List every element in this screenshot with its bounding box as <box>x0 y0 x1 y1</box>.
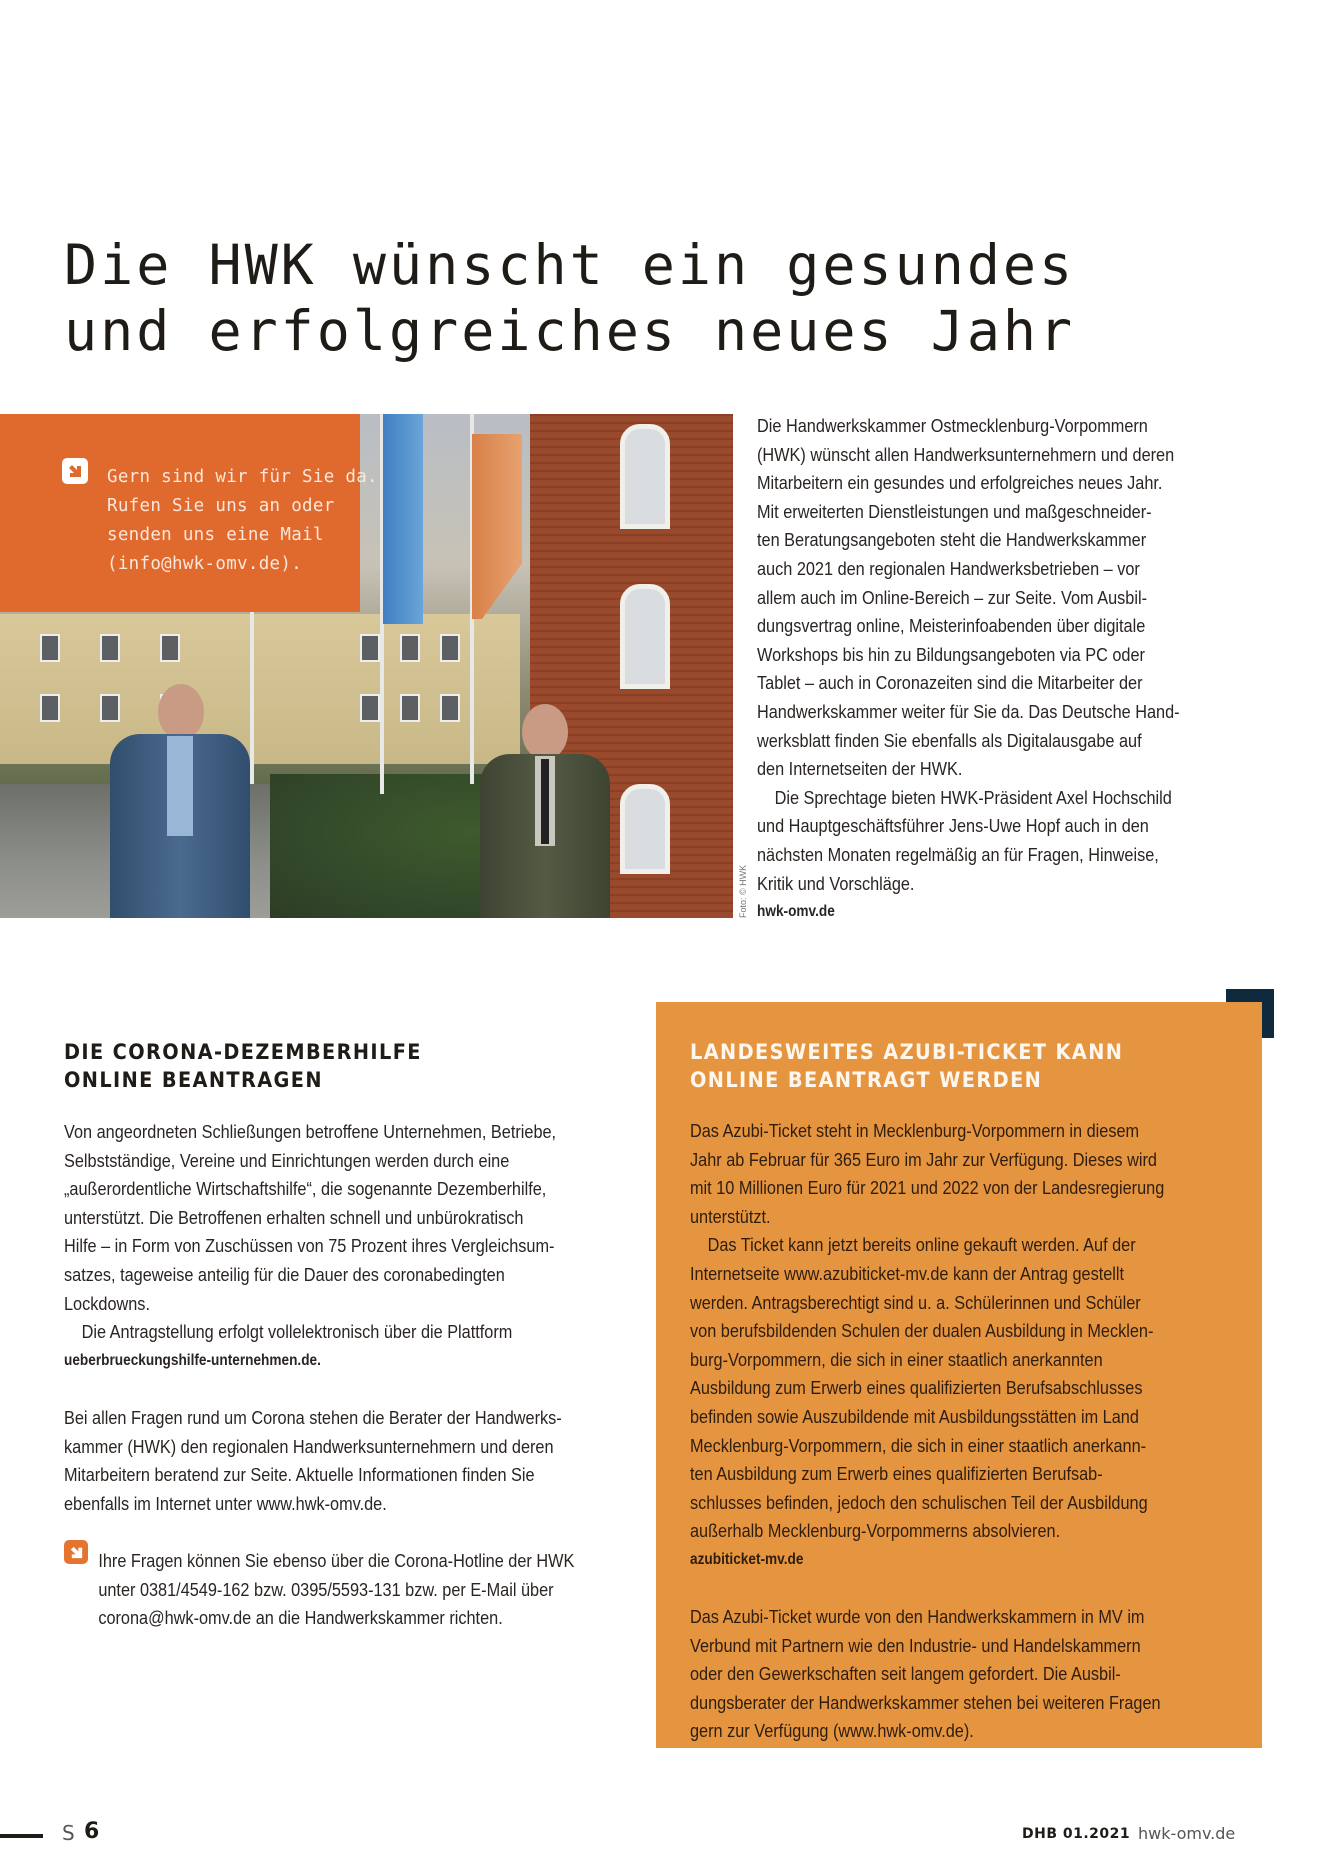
text-line: mit 10 Millionen Euro für 2021 und 2022 von der Landesregierung <box>690 1177 1165 1199</box>
text-line: kammer (HWK) den regionalen Handwerksunternehmern und deren <box>64 1435 554 1457</box>
text-line: Jahr ab Februar für 365 Euro im Jahr zur Verfügung. Dieses wird <box>690 1148 1157 1170</box>
text-line: allem auch im Online-Bereich – zur Seite. Vom Ausbil- <box>757 586 1147 608</box>
callout-line: senden uns eine Mail <box>107 525 324 545</box>
corona-section-body <box>64 1118 575 1633</box>
page-number: 6 <box>84 1819 100 1844</box>
text-line: Selbstständige, Vereine und Einrichtungen werden durch eine <box>64 1149 510 1171</box>
azubi-section-body <box>690 1117 1183 1746</box>
text-line: Das Azubi-Ticket steht in Mecklenburg-Vorpommern in diesem <box>690 1120 1140 1141</box>
text-line: Mitarbeitern ein gesundes und erfolgreiches neues Jahr. <box>757 472 1163 494</box>
text-line: Die Handwerkskammer Ostmecklenburg-Vorpommern <box>757 415 1148 436</box>
text-line: unter 0381/4549-162 bzw. 0395/5593-131 bzw. per E-Mail über <box>98 1578 554 1600</box>
text-line: Hilfe – in Form von Zuschüssen von 75 Prozent ihres Vergleichsum- <box>64 1235 555 1257</box>
text-line: ten Beratungsangeboten steht die Handwerkskammer <box>757 529 1147 551</box>
text-line: schlusses befinden, jedoch den schulischen Teil der Ausbildung <box>690 1491 1148 1513</box>
platform-link[interactable]: ueberbrueckungshilfe-unternehmen.de. <box>64 1351 321 1369</box>
text-line: und Hauptgeschäftsführer Jens-Uwe Hopf auch in den <box>757 815 1149 837</box>
text-line: Handwerkskammer weiter für Sie da. Das Deutsche Hand- <box>757 700 1180 722</box>
text-line: von berufsbildenden Schulen der dualen Ausbildung in Mecklen- <box>690 1320 1154 1342</box>
text-line: (HWK) wünscht allen Handwerksunternehmern und deren <box>757 443 1175 465</box>
spacer <box>64 1375 557 1404</box>
text-line: werden. Antragsberechtigt sind u. a. Schülerinnen und Schüler <box>690 1291 1141 1313</box>
heading-line: LANDESWEITES AZUBI-TICKET KANN <box>690 1040 1124 1064</box>
text-line: dungsberater der Handwerkskammer stehen bei weiteren Fragen <box>690 1691 1161 1713</box>
heading-line: DIE CORONA-DEZEMBERHILFE <box>64 1040 422 1064</box>
text-line: Von angeordneten Schließungen betroffene Unternehmen, Betriebe, <box>64 1121 557 1142</box>
azubiticket-link[interactable]: azubiticket-mv.de <box>690 1550 804 1568</box>
text-line: Lockdowns. <box>64 1292 150 1314</box>
text-line: Die Antragstellung erfolgt vollelektronisch über die Plattform <box>81 1321 513 1343</box>
text-line: unterstützt. <box>690 1205 771 1227</box>
text-line: Ausbildung zum Erwerb eines qualifizierten Berufsabschlusses <box>690 1377 1143 1399</box>
text-line: Die Sprechtage bieten HWK-Präsident Axel Hochschild <box>774 786 1172 808</box>
text-line: Das Ticket kann jetzt bereits online gekauft werden. Auf der <box>707 1234 1136 1256</box>
callout-line: Gern sind wir für Sie da. <box>107 467 378 487</box>
text-line: Das Azubi-Ticket wurde von den Handwerkskammern in MV im <box>690 1606 1145 1628</box>
text-line: Internetseite www.azubiticket-mv.de kann der Antrag gestellt <box>690 1262 1125 1284</box>
flag-blue <box>383 414 423 624</box>
footer-website[interactable]: hwk-omv.de <box>1138 1824 1236 1843</box>
text-line: Mecklenburg-Vorpommern, die sich in einer staatlich anerkann- <box>690 1434 1147 1456</box>
text-line: Mitarbeitern beratend zur Seite. Aktuelle Informationen finden Sie <box>64 1464 535 1486</box>
spacer <box>690 1575 1183 1604</box>
callout-line: Rufen Sie uns an oder <box>107 496 335 516</box>
photo-background-building <box>0 614 520 764</box>
photo-credit: Foto: © HWK <box>738 864 748 918</box>
text-line: befinden sowie Auszubildende mit Ausbildungsstätten im Land <box>690 1405 1139 1427</box>
intro-text <box>757 412 1197 927</box>
text-line: Ihre Fragen können Sie ebenso über die Corona-Hotline der HWK <box>98 1549 575 1571</box>
page-prefix: S <box>62 1821 75 1845</box>
text-line: Mit erweiterten Dienstleistungen und maßgeschneider- <box>757 500 1152 522</box>
text-line: Kritik und Vorschläge. <box>757 872 915 894</box>
hwk-website-link[interactable]: hwk-omv.de <box>757 903 835 921</box>
text-line: werksblatt finden Sie ebenfalls als Digitalausgabe auf <box>757 729 1142 751</box>
azubi-section-heading <box>690 1038 1123 1094</box>
contact-callout-text <box>107 463 378 579</box>
footer-rule <box>0 1834 43 1838</box>
text-line: Bei allen Fragen rund um Corona stehen die Berater der Handwerks- <box>64 1406 562 1428</box>
text-line: Workshops bis hin zu Bildungsangeboten via PC oder <box>757 643 1145 665</box>
text-line: burg-Vorpommern, die sich in einer staatlich anerkannten <box>690 1348 1103 1370</box>
text-line: ebenfalls im Internet unter www.hwk-omv.de. <box>64 1492 387 1514</box>
issue-label: DHB 01.2021 <box>1022 1826 1131 1842</box>
page-title <box>64 232 1264 364</box>
text-line: corona@hwk-omv.de an die Handwerkskammer richten. <box>98 1607 503 1629</box>
heading-line: ONLINE BEANTRAGEN <box>64 1068 323 1092</box>
text-line: nächsten Monaten regelmäßig an für Fragen, Hinweise, <box>757 843 1159 865</box>
text-line: ten Ausbildung zum Erwerb eines qualifizierten Berufsab- <box>690 1463 1103 1485</box>
text-line: außerhalb Mecklenburg-Vorpommerns absolvieren. <box>690 1520 1061 1542</box>
title-line-1: Die HWK wünscht ein gesundes <box>64 233 1076 297</box>
text-line: Tablet – auch in Coronazeiten sind die Mitarbeiter der <box>757 672 1143 694</box>
text-line: Verbund mit Partnern wie den Industrie- und Handelskammern <box>690 1634 1141 1656</box>
spacer <box>64 1518 557 1547</box>
arrow-down-right-icon <box>62 458 88 484</box>
text-line: unterstützt. Die Betroffenen erhalten schnell und unbürokratisch <box>64 1206 524 1228</box>
text-line: auch 2021 den regionalen Handwerksbetrieben – vor <box>757 557 1140 579</box>
text-line: „außerordentliche Wirtschaftshilfe“, die sogenannte Dezemberhilfe, <box>64 1178 547 1200</box>
heading-line: ONLINE BEANTRAGT WERDEN <box>690 1068 1043 1092</box>
flag-orange <box>472 434 522 619</box>
text-line: dungsvertrag online, Meisterinfoabenden über digitale <box>757 615 1146 637</box>
title-line-2: und erfolgreiches neues Jahr <box>64 299 1076 363</box>
text-line: gern zur Verfügung (www.hwk-omv.de). <box>690 1720 974 1742</box>
text-line: den Internetseiten der HWK. <box>757 758 963 780</box>
text-line: oder den Gewerkschaften seit langem gefordert. Die Ausbil- <box>690 1663 1121 1685</box>
callout-line: (info@hwk-omv.de). <box>107 554 303 574</box>
corona-section-heading <box>64 1038 422 1094</box>
text-line: satzes, tageweise anteilig für die Dauer des coronabedingten <box>64 1263 505 1285</box>
arrow-down-right-icon <box>64 1540 88 1564</box>
